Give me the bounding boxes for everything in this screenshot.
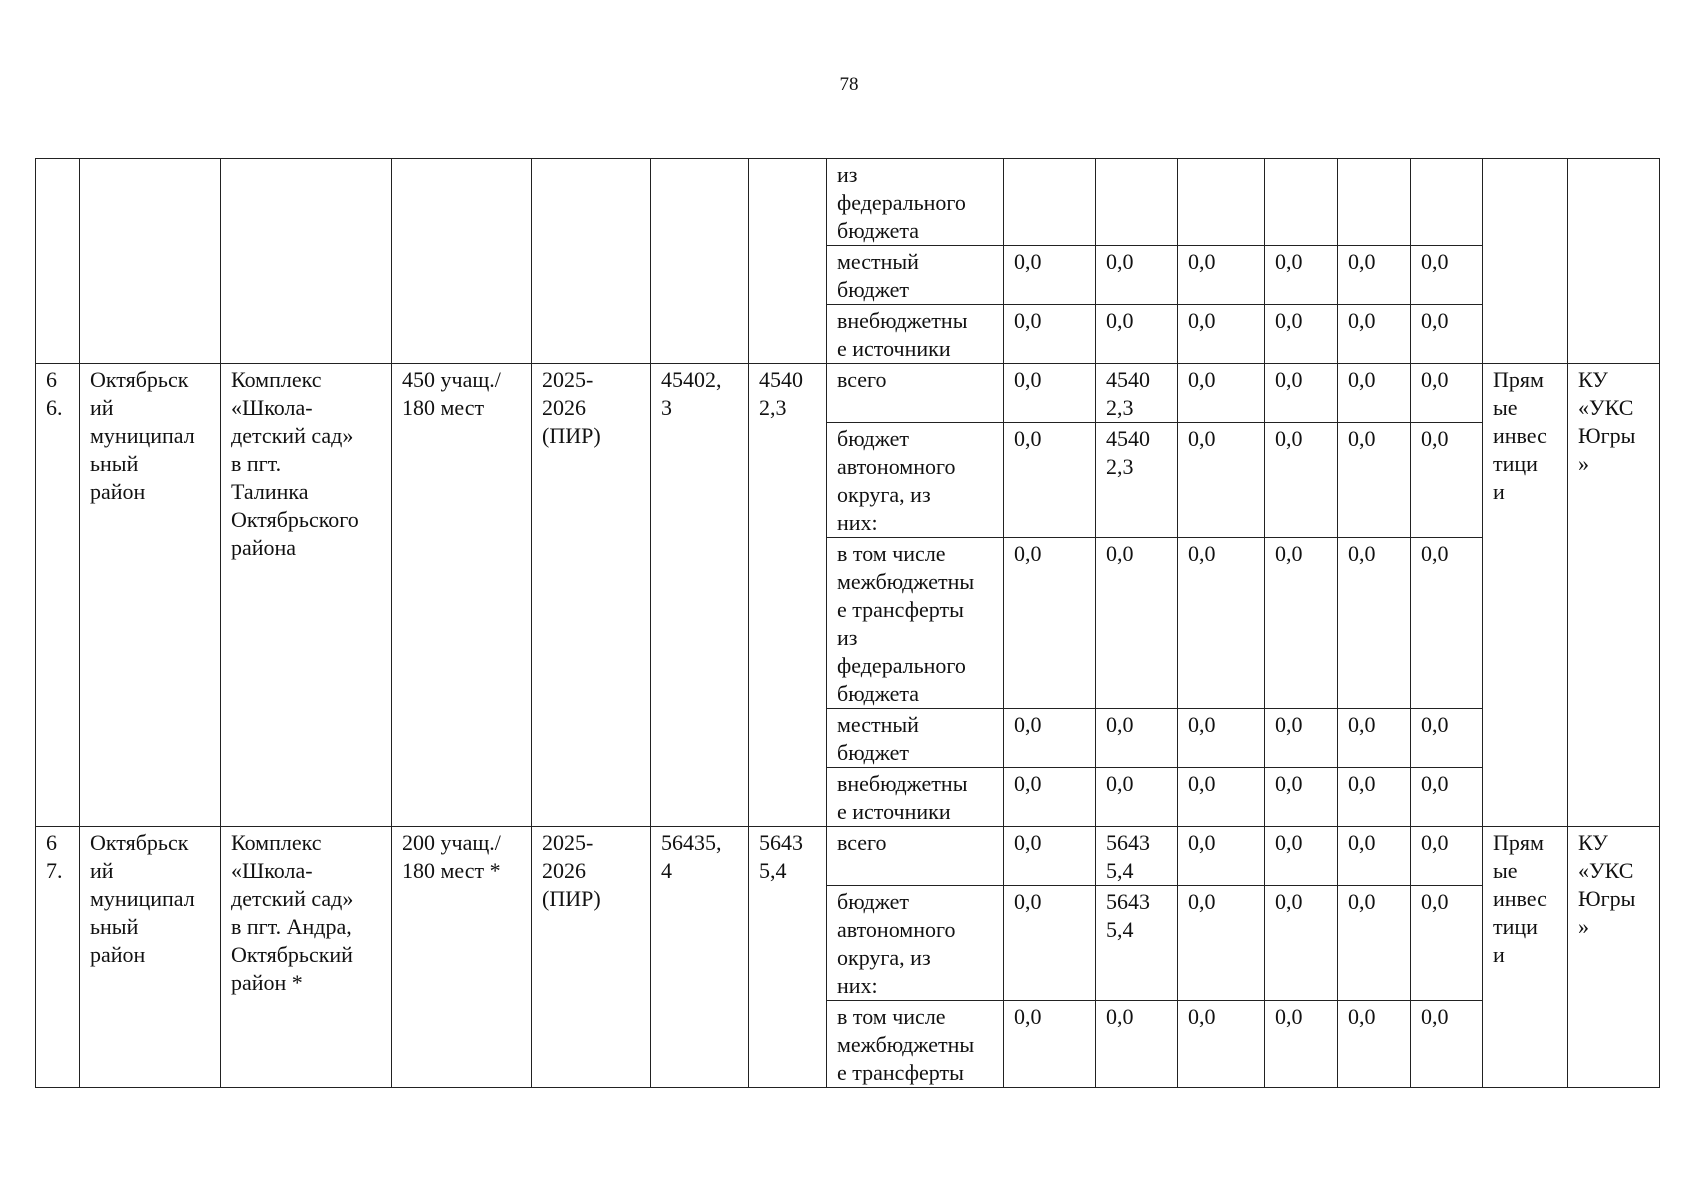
value-cell: 0,0 [1004, 768, 1096, 827]
value-cell: 0,0 [1096, 305, 1178, 364]
value-cell: 0,0 [1178, 305, 1265, 364]
funding-source-label: в том числе межбюджетны е трансферты из федерального бюджета [827, 538, 1004, 709]
customer-cell: КУ «УКС Югры » [1568, 827, 1660, 1088]
value-cell: 0,0 [1004, 827, 1096, 886]
value-cell: 0,0 [1004, 886, 1096, 1001]
value-cell: 0,0 [1265, 709, 1338, 768]
object-name-cell: Комплекс «Школа- детский сад» в пгт. Андра, Октябрьский район * [221, 827, 392, 1088]
value-cell: 0,0 [1265, 827, 1338, 886]
table-cell [80, 159, 221, 364]
value-cell: 4540 2,3 [1096, 423, 1178, 538]
funding-source-label: всего [827, 364, 1004, 423]
value-cell: 0,0 [1178, 1001, 1265, 1088]
page-number: 78 [839, 74, 859, 95]
value-cell: 5643 5,4 [1096, 886, 1178, 1001]
value-cell: 0,0 [1004, 423, 1096, 538]
funding-source-label: бюджет автономного округа, из них: [827, 423, 1004, 538]
value-cell [1411, 159, 1483, 246]
value-cell: 0,0 [1411, 305, 1483, 364]
value-cell: 0,0 [1096, 1001, 1178, 1088]
value-cell: 0,0 [1096, 538, 1178, 709]
total-cost-cell: 56435, 4 [651, 827, 749, 1088]
table-cell [749, 159, 827, 364]
value-cell: 0,0 [1265, 364, 1338, 423]
table-cell [221, 159, 392, 364]
value-cell: 0,0 [1178, 768, 1265, 827]
funding-source-label: бюджет автономного округа, из них: [827, 886, 1004, 1001]
value-cell: 0,0 [1265, 246, 1338, 305]
value-cell: 0,0 [1265, 423, 1338, 538]
value-cell: 0,0 [1338, 538, 1411, 709]
value-cell [1004, 159, 1096, 246]
funding-source-label: в том числе межбюджетны е трансферты [827, 1001, 1004, 1088]
value-cell [1265, 159, 1338, 246]
entry-number: 6 6. [36, 364, 80, 827]
table-cell [1568, 159, 1660, 364]
budget-table [35, 158, 1660, 1088]
table-row [36, 159, 1660, 246]
value-cell: 0,0 [1178, 364, 1265, 423]
value-cell: 0,0 [1004, 538, 1096, 709]
funding-source-label: из федерального бюджета [827, 159, 1004, 246]
value-cell: 0,0 [1411, 538, 1483, 709]
mechanism-cell: Прям ые инвес тици и [1483, 827, 1568, 1088]
value-cell: 0,0 [1338, 305, 1411, 364]
funding-source-label: местный бюджет [827, 709, 1004, 768]
value-cell: 0,0 [1265, 1001, 1338, 1088]
municipality-cell: Октябрьск ий муниципал ьный район [80, 364, 221, 827]
customer-cell: КУ «УКС Югры » [1568, 364, 1660, 827]
table-row [36, 364, 1660, 423]
value-cell: 0,0 [1178, 827, 1265, 886]
total-cost-cell: 45402, 3 [651, 364, 749, 827]
value-cell: 0,0 [1411, 768, 1483, 827]
value-cell: 0,0 [1411, 827, 1483, 886]
value-cell [1096, 159, 1178, 246]
value-cell [1338, 159, 1411, 246]
remaining-cost-cell: 4540 2,3 [749, 364, 827, 827]
value-cell: 0,0 [1338, 709, 1411, 768]
value-cell: 0,0 [1338, 827, 1411, 886]
value-cell: 5643 5,4 [1096, 827, 1178, 886]
value-cell: 0,0 [1338, 1001, 1411, 1088]
table-cell [651, 159, 749, 364]
value-cell: 0,0 [1096, 768, 1178, 827]
value-cell: 0,0 [1265, 538, 1338, 709]
value-cell: 0,0 [1265, 768, 1338, 827]
value-cell: 0,0 [1338, 246, 1411, 305]
table-cell [392, 159, 532, 364]
value-cell: 0,0 [1004, 709, 1096, 768]
value-cell: 0,0 [1265, 305, 1338, 364]
entry-number: 6 7. [36, 827, 80, 1088]
table-cell [36, 159, 80, 364]
table-row [36, 827, 1660, 886]
value-cell: 0,0 [1411, 423, 1483, 538]
table-cell [532, 159, 651, 364]
value-cell: 0,0 [1411, 246, 1483, 305]
value-cell: 4540 2,3 [1096, 364, 1178, 423]
period-cell: 2025- 2026 (ПИР) [532, 364, 651, 827]
value-cell: 0,0 [1178, 538, 1265, 709]
value-cell: 0,0 [1265, 886, 1338, 1001]
value-cell: 0,0 [1096, 246, 1178, 305]
period-cell: 2025- 2026 (ПИР) [532, 827, 651, 1088]
value-cell: 0,0 [1096, 709, 1178, 768]
funding-source-label: местный бюджет [827, 246, 1004, 305]
value-cell: 0,0 [1004, 305, 1096, 364]
value-cell: 0,0 [1004, 246, 1096, 305]
value-cell: 0,0 [1338, 886, 1411, 1001]
value-cell: 0,0 [1338, 768, 1411, 827]
table-cell [1483, 159, 1568, 364]
mechanism-cell: Прям ые инвес тици и [1483, 364, 1568, 827]
value-cell: 0,0 [1004, 1001, 1096, 1088]
funding-source-label: всего [827, 827, 1004, 886]
capacity-cell: 200 учащ./ 180 мест * [392, 827, 532, 1088]
value-cell: 0,0 [1411, 1001, 1483, 1088]
value-cell: 0,0 [1178, 709, 1265, 768]
object-name-cell: Комплекс «Школа- детский сад» в пгт. Талинка Октябрьского района [221, 364, 392, 827]
value-cell: 0,0 [1411, 886, 1483, 1001]
funding-source-label: внебюджетны е источники [827, 305, 1004, 364]
value-cell: 0,0 [1411, 709, 1483, 768]
value-cell: 0,0 [1411, 364, 1483, 423]
funding-source-label: внебюджетны е источники [827, 768, 1004, 827]
value-cell: 0,0 [1178, 423, 1265, 538]
value-cell: 0,0 [1338, 364, 1411, 423]
capacity-cell: 450 учащ./ 180 мест [392, 364, 532, 827]
value-cell: 0,0 [1338, 423, 1411, 538]
remaining-cost-cell: 5643 5,4 [749, 827, 827, 1088]
value-cell [1178, 159, 1265, 246]
value-cell: 0,0 [1004, 364, 1096, 423]
value-cell: 0,0 [1178, 886, 1265, 1001]
municipality-cell: Октябрьск ий муниципал ьный район [80, 827, 221, 1088]
value-cell: 0,0 [1178, 246, 1265, 305]
